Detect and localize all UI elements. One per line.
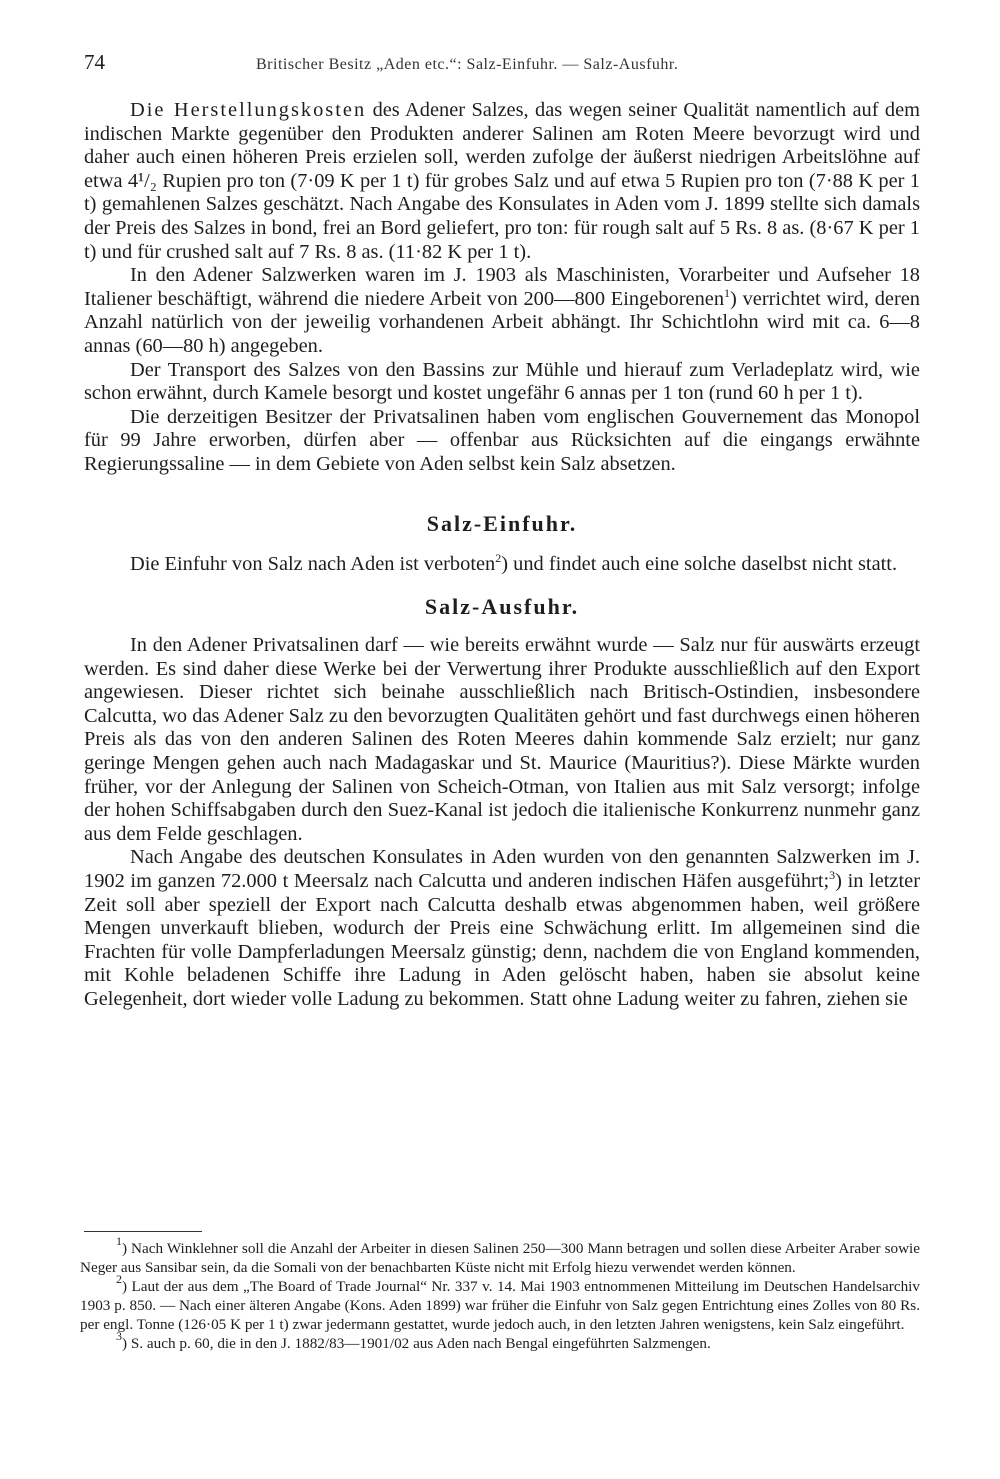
page-number: 74 [84,50,105,74]
footnote-mark: 2 [116,1272,122,1286]
paragraph: Der Transport des Salzes von den Bassins zur Mühle und hierauf zum Verladeplatz wird, wie schon erwähnt, durch Kamele besorgt und kostet ungefähr 6 annas per 1 ton (rund 60 h per 1 t). [84,358,920,405]
paragraph-text: ) verrichtet wird, deren Anzahl natürlich von der jeweilig vorhandenen Arbeit abhängt. Ihr Schichtlohn wird mit ca. 6—8 annas (60—80 h) angegeben. [84,287,920,357]
section-heading-ausfuhr: Salz-Ausfuhr. [424,594,580,620]
paragraph [84,99,920,264]
footnote-mark: 1 [116,1234,122,1248]
page-header [84,50,924,80]
footnote-mark: 3 [116,1329,122,1343]
footnote-reference[interactable]: 2 [495,550,502,565]
footnote [80,1272,920,1334]
section-heading-einfuhr: Salz-Einfuhr. [426,510,578,536]
paragraph-text: In den Adener Salzwerken waren im J. 1903 als Maschinisten, Vorarbeiter und Aufseher 18 Italiener beschäftigt, während die niedere Arbeit von 200—800 Eingeborenen [84,264,920,310]
footnote-reference[interactable]: 3 [829,868,836,883]
footnote-text: ) Nach Winklehner soll die Anzahl der Arbeiter in diesen Salinen 250—300 Mann betragen und sollen diese Arbeiter Araber sowie Neger aus Sansibar sein, da die Somali von der benachbarten Küste nicht mit Erfolg hiezu verwendet werden können. [80,1240,920,1276]
paragraph-text: ) und findet auch eine solche daselbst nicht statt. [501,552,898,575]
footnote [80,1234,920,1277]
footnote-divider [84,1231,202,1232]
paragraph-lead: Die Herstellungskosten [130,99,367,121]
paragraph-text: Die Einfuhr von Salz nach Aden ist verboten [130,552,496,575]
footnote-reference[interactable]: 1 [724,285,731,300]
paragraph-text: des Adener Salzes, das wegen seiner Qualität namentlich auf dem indischen Markte gegenüber den Produkten anderer Salinen am Roten Meere bevorzugt wird und daher auch einen höheren Preis erzielen soll, werden zufolge der äußerst niedrigen Arbeitslöhne auf etwa 4¹/₂ Rupien pro ton (7·09 K per 1 t) für grobes Salz und auf etwa 5 Rupien pro ton (7·88 K per 1 t) gemahlenen Salzes geschätzt. Nach Angabe des Konsulates in Aden vom J. 1899 stellte sich damals der Preis des Salzes in bond, frei an Bord geliefert, pro ton: für rough salt auf 5 Rs. 8 as. (8·67 K per 1 t) und für crushed salt auf 7 Rs. 8 as. (11·82 K per 1 t). [84,99,920,263]
running-head: Britischer Besitz „Aden etc.“: Salz-Einfuhr. — Salz-Ausfuhr. [256,56,679,73]
paragraph [84,846,920,1011]
paragraph: Die derzeitigen Besitzer der Privatsalinen haben vom englischen Gouvernement das Monopol für 99 Jahre erworben, dürfen aber — offenbar aus Rücksichten auf die eingangs erwähnte Regierungssaline — in dem Gebiete von Aden selbst kein Salz absetzen. [84,405,920,475]
footnote-text: ) S. auch p. 60, die in den J. 1882/83—1901/02 aus Aden nach Bengal eingeführten Salzmengen. [122,1335,711,1352]
paragraph [84,264,920,358]
paragraph: In den Adener Privatsalinen darf — wie bereits erwähnt wurde — Salz nur für auswärts erzeugt werden. Es sind daher diese Werke bei der Verwertung ihrer Produkte ausschließlich auf den Export angewiesen. Dieser richtet sich beinahe ausschließlich nach Britisch-Ostindien, insbesondere Calcutta, wo das Adener Salz zu den bevorzugten Qualitäten gehört und fast durchwegs einen höheren Preis als das von den anderen Salinen des Roten Meeres dahin kommende Salz erzielt; nur ganz geringe Mengen gehen auch nach Madagaskar und St. Maurice (Mauritius?). Diese Märkte wurden früher, vor der Anlegung der Salinen von Scheich-Otman, von Italien aus mit Salz versorgt; infolge der hohen Schiffsabgaben durch den Suez-Kanal ist jedoch die italienische Konkurrenz nunmehr ganz aus dem Felde geschlagen. [84,634,920,845]
paragraph-text: ) in letzter Zeit soll aber speziell der Export nach Calcutta deshalb etwas abgenommen haben, weil größere Mengen unverkauft blieben, wodurch der Preis eine Schwächung erlitt. Im allgemeinen sind die Frachten für volle Dampferladungen Meersalz günstig; denn, nachdem die von England kommenden, mit Kohle beladenen Schiffe ihre Ladung in Aden gelöscht haben, haben sie absolut keine Gelegenheit, dort wieder volle Ladung zu bekommen. Statt ohne Ladung weiter zu fahren, ziehen sie [84,870,920,1010]
footnotes [80,1234,920,1353]
body-text [84,99,920,1012]
paragraph-text: Nach Angabe des deutschen Konsulates in Aden wurden von den genannten Salzwerken im J. 1902 im ganzen 72.000 t Meersalz nach Calcutta und anderen indischen Häfen ausgeführt; [84,846,920,893]
footnote [80,1329,920,1353]
paragraph [84,550,920,577]
footnote-text: ) Laut der aus dem „The Board of Trade Journal“ Nr. 337 v. 14. Mai 1903 entnommenen Mitteilung im Deutschen Handelsarchiv 1903 p. 850. — Nach einer älteren Angabe (Kons. Aden 1899) war früher die Einfuhr von Salz gegen Entrichtung eines Zolles von 80 Rs. per engl. Tonne (126·05 K per 1 t) zwar jedermann gestattet, wurde jedoch auch, in den letzten Jahren wenigstens, kein Salz eingeführt. [80,1278,920,1333]
